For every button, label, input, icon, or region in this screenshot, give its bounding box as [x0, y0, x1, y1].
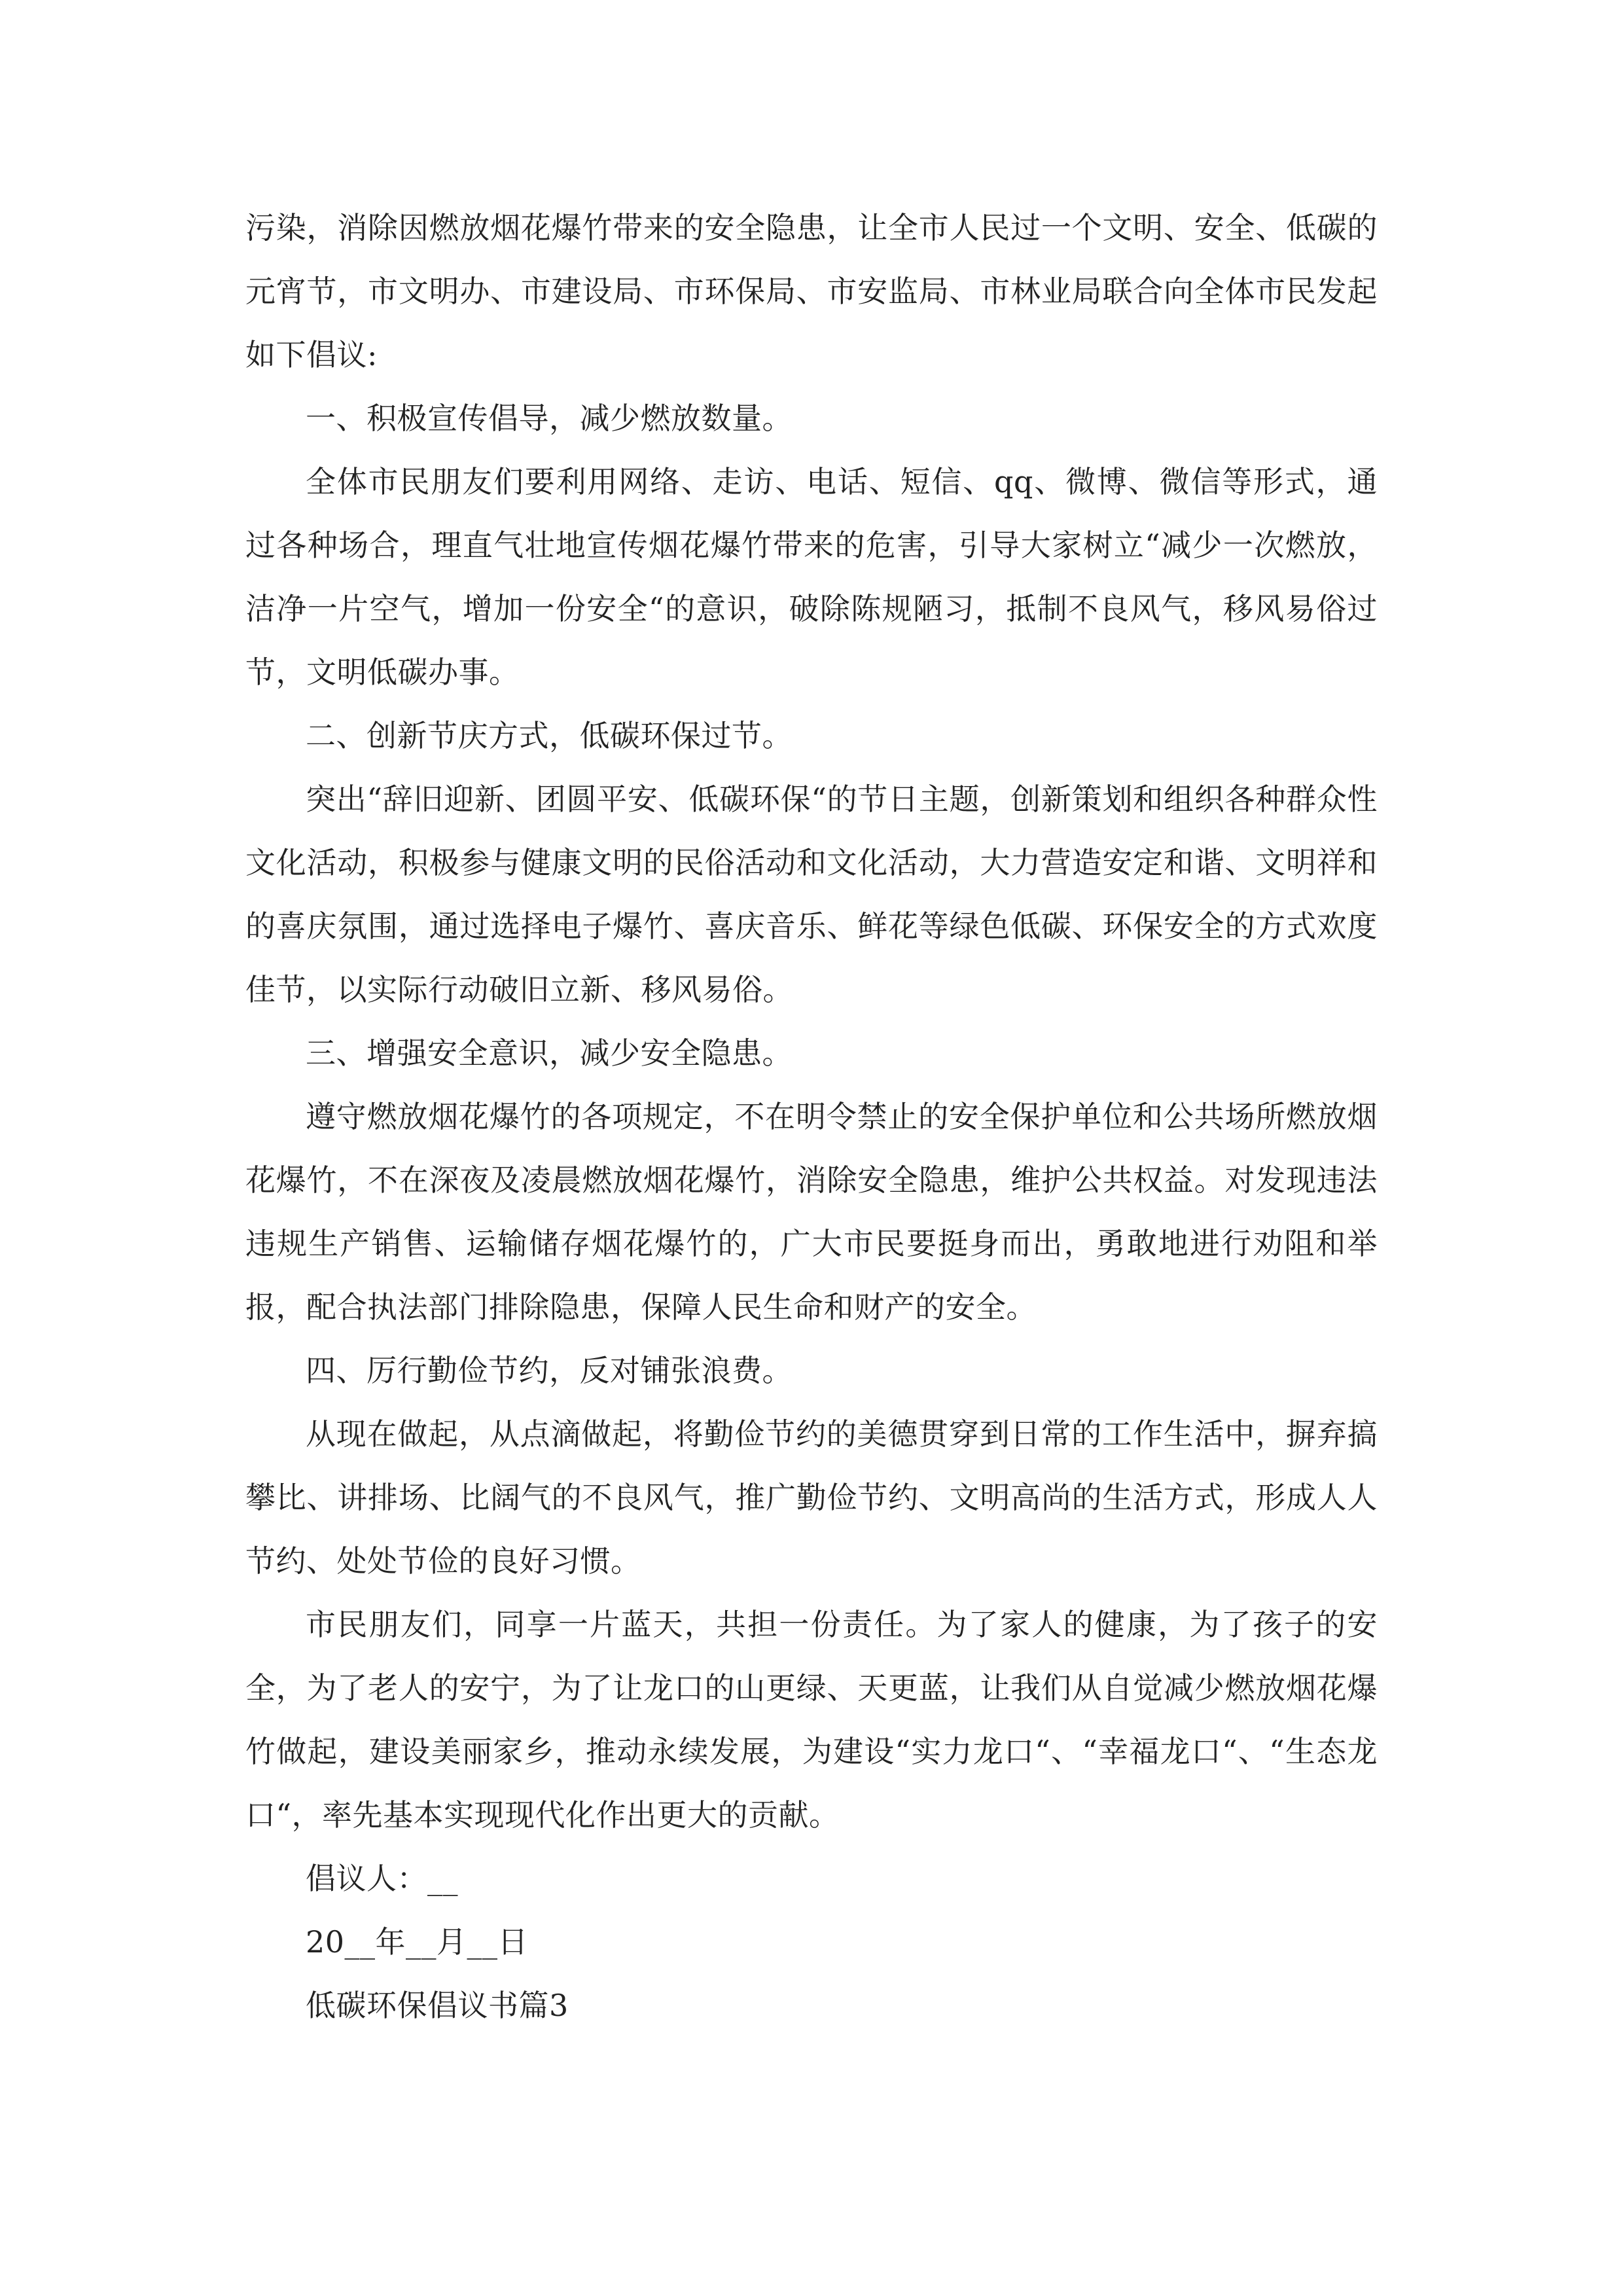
paragraph-closing: 市民朋友们，同享一片蓝天，共担一份责任。为了家人的健康，为了孩子的安全，为了老人的安宁，为了让龙口的山更绿、天更蓝，让我们从自觉减少燃放烟花爆竹做起，建设美丽家乡，推动永续发展，为建设“实力龙口“、“幸福龙口“、“生态龙口“，率先基本实现现代化作出更大的贡献。	[245, 1607, 1378, 1833]
paragraph-section-4: 从现在做起，从点滴做起，将勤俭节约的美德贯穿到日常的工作生活中，摒弃搞攀比、讲排场、比阔气的不良风气，推广勤俭节约、文明高尚的生活方式，形成人人节约、处处节俭的良好习惯。	[245, 1416, 1378, 1579]
next-section-title: 低碳环保倡议书篇3	[306, 1988, 569, 2023]
paragraph-section-3: 遵守燃放烟花爆竹的各项规定，不在明令禁止的安全保护单位和公共场所燃放烟花爆竹，不在深夜及凌晨燃放烟花爆竹，消除安全隐患，维护公共权益。对发现违法违规生产销售、运输储存烟花爆竹的，广大市民要挺身而出，勇敢地进行劝阻和举报，配合执法部门排除隐患，保障人民生命和财产的安全。	[245, 1099, 1378, 1325]
heading-section-2: 二、创新节庆方式，低碳环保过节。	[306, 718, 793, 753]
document-body	[245, 196, 1378, 2037]
paragraph-intro: 污染，消除因燃放烟花爆竹带来的安全隐患，让全市人民过一个文明、安全、低碳的元宵节，市文明办、市建设局、市环保局、市安监局、市林业局联合向全体市民发起如下倡议:	[245, 210, 1378, 372]
heading-section-1: 一、积极宣传倡导，减少燃放数量。	[306, 401, 793, 436]
paragraph-section-2: 突出“辞旧迎新、团圆平安、低碳环保“的节日主题，创新策划和组织各种群众性文化活动，积极参与健康文明的民俗活动和文化活动，大力营造安定和谐、文明祥和的喜庆氛围，通过选择电子爆竹、喜庆音乐、鲜花等绿色低碳、环保安全的方式欢度佳节，以实际行动破旧立新、移风易俗。	[245, 781, 1378, 1007]
paragraph-section-1: 全体市民朋友们要利用网络、走访、电话、短信、qq、微博、微信等形式，通过各种场合，理直气壮地宣传烟花爆竹带来的危害，引导大家树立“减少一次燃放，洁净一片空气，增加一份安全“的意识，破除陈规陋习，抵制不良风气，移风易俗过节，文明低碳办事。	[245, 464, 1378, 690]
heading-section-3: 三、增强安全意识，减少安全隐患。	[306, 1035, 793, 1071]
heading-section-4: 四、厉行勤俭节约，反对铺张浪费。	[306, 1353, 793, 1388]
signature-line: 倡议人：__	[306, 1861, 458, 1896]
date-line: 20__年__月__日	[306, 1924, 529, 1960]
